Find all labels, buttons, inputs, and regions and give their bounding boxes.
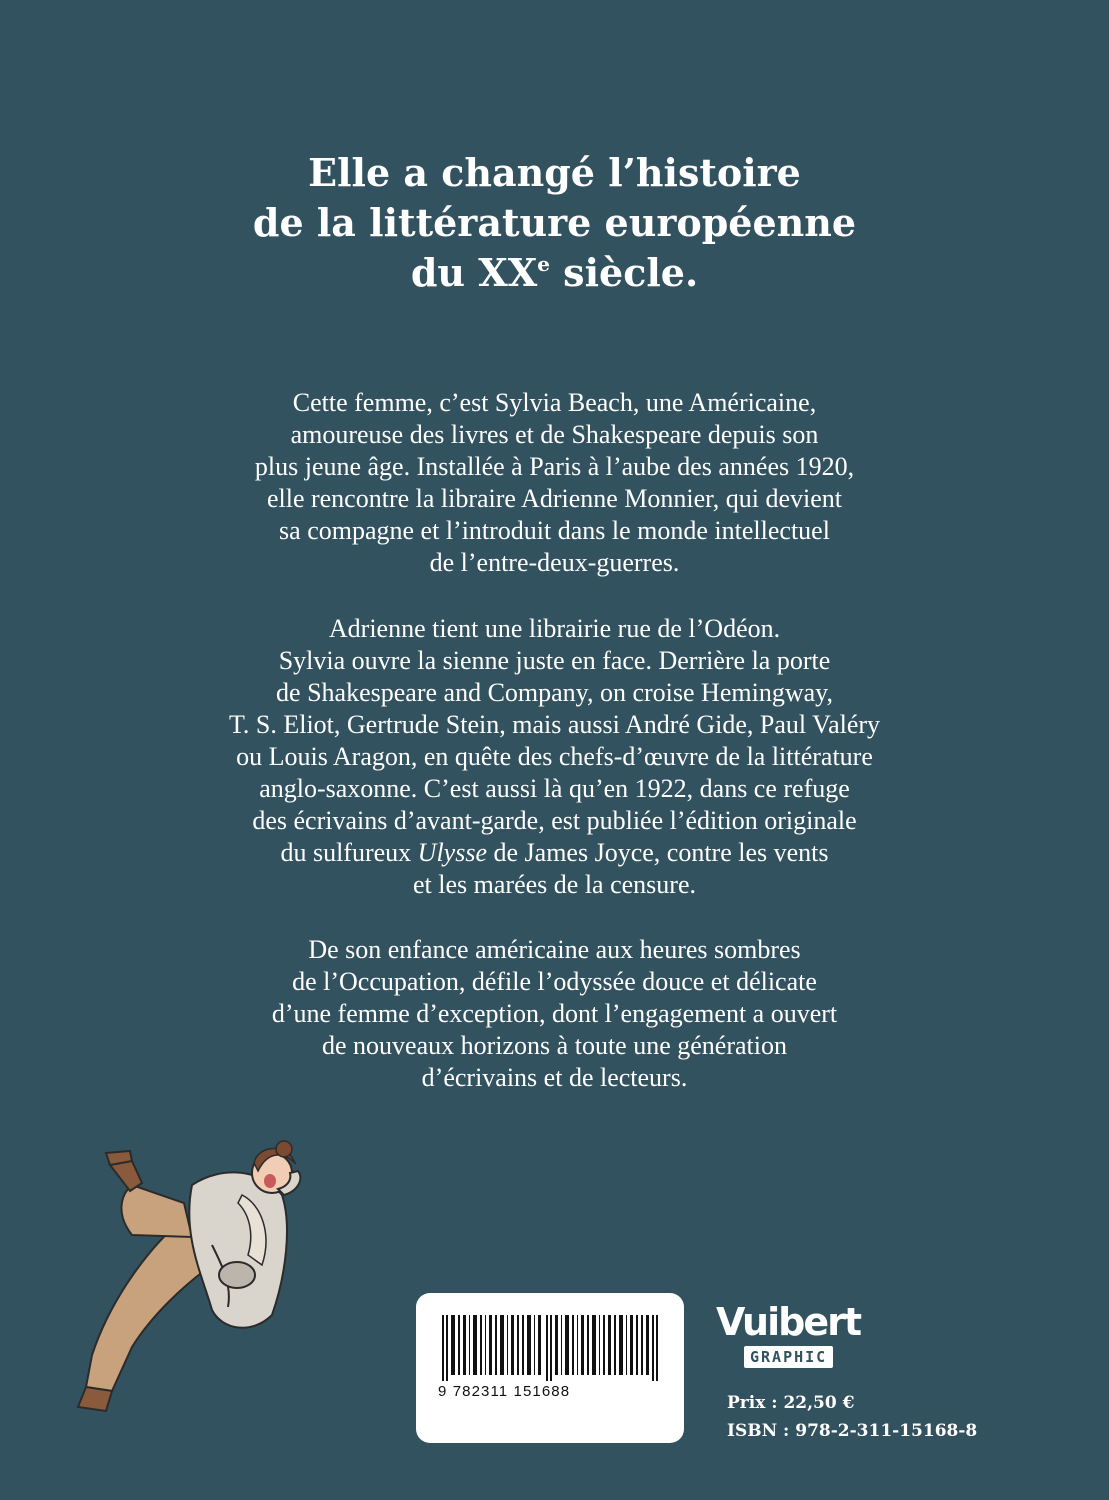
barcode-digits: 9 782311 151688 <box>438 1383 571 1400</box>
barcode-card <box>416 1293 684 1443</box>
isbn-label: ISBN : 978-2-311-15168-8 <box>727 1421 978 1441</box>
back-cover-headline <box>0 148 1109 298</box>
blurb-paragraph-3: De son enfance américaine aux heures sombres de l’Occupation, défile l’odyssée douce et délicate d’une femme d’exception, dont l’engagement a ouvert de nouveaux horizons à toute une génération d’écrivains et de lecteurs. <box>271 935 838 1092</box>
headline-line-2: de la littérature européenne <box>252 200 857 245</box>
superscript-e: e <box>537 252 550 276</box>
publisher-imprint: GRAPHIC <box>744 1346 833 1368</box>
headline-line-3: du XXe siècle. <box>410 250 699 295</box>
headline-line-1: Elle a changé l’histoire <box>308 150 801 195</box>
blurb-paragraph-2: Adrienne tient une librairie rue de l’Odéon. Sylvia ouvre la sienne juste en face. Derrière la porte de Shakespeare and Company, on croise Hemingway, T. S. Eliot, Gertrude Stein, mais aussi André Gide, Paul Valéry ou Louis Aragon, en quête des chefs-d’œuvre de la littérature anglo-saxonne. C’est aussi là qu’en 1922, dans ce refuge des écrivains d’avant-garde, est publiée l’édition originale du sulfureux Ulysse de James Joyce, contre les vents et les marées de la censure. <box>228 614 881 899</box>
book-title-ulysse: Ulysse <box>417 838 487 867</box>
barcode-bars <box>438 1315 670 1385</box>
publisher-logo <box>716 1300 861 1380</box>
falling-character-illustration <box>72 1125 372 1415</box>
price-label: Prix : 22,50 € <box>727 1393 855 1413</box>
publisher-name: Vuibert <box>716 1300 861 1344</box>
blurb-paragraph-1: Cette femme, c’est Sylvia Beach, une Américaine, amoureuse des livres et de Shakespeare depuis son plus jeune âge. Installée à Paris à l’aube des années 1920, elle rencontre la libraire Adrienne Monnier, qui devient sa compagne et l’introduit dans le monde intellectuel de l’entre-deux-guerres. <box>254 388 855 577</box>
